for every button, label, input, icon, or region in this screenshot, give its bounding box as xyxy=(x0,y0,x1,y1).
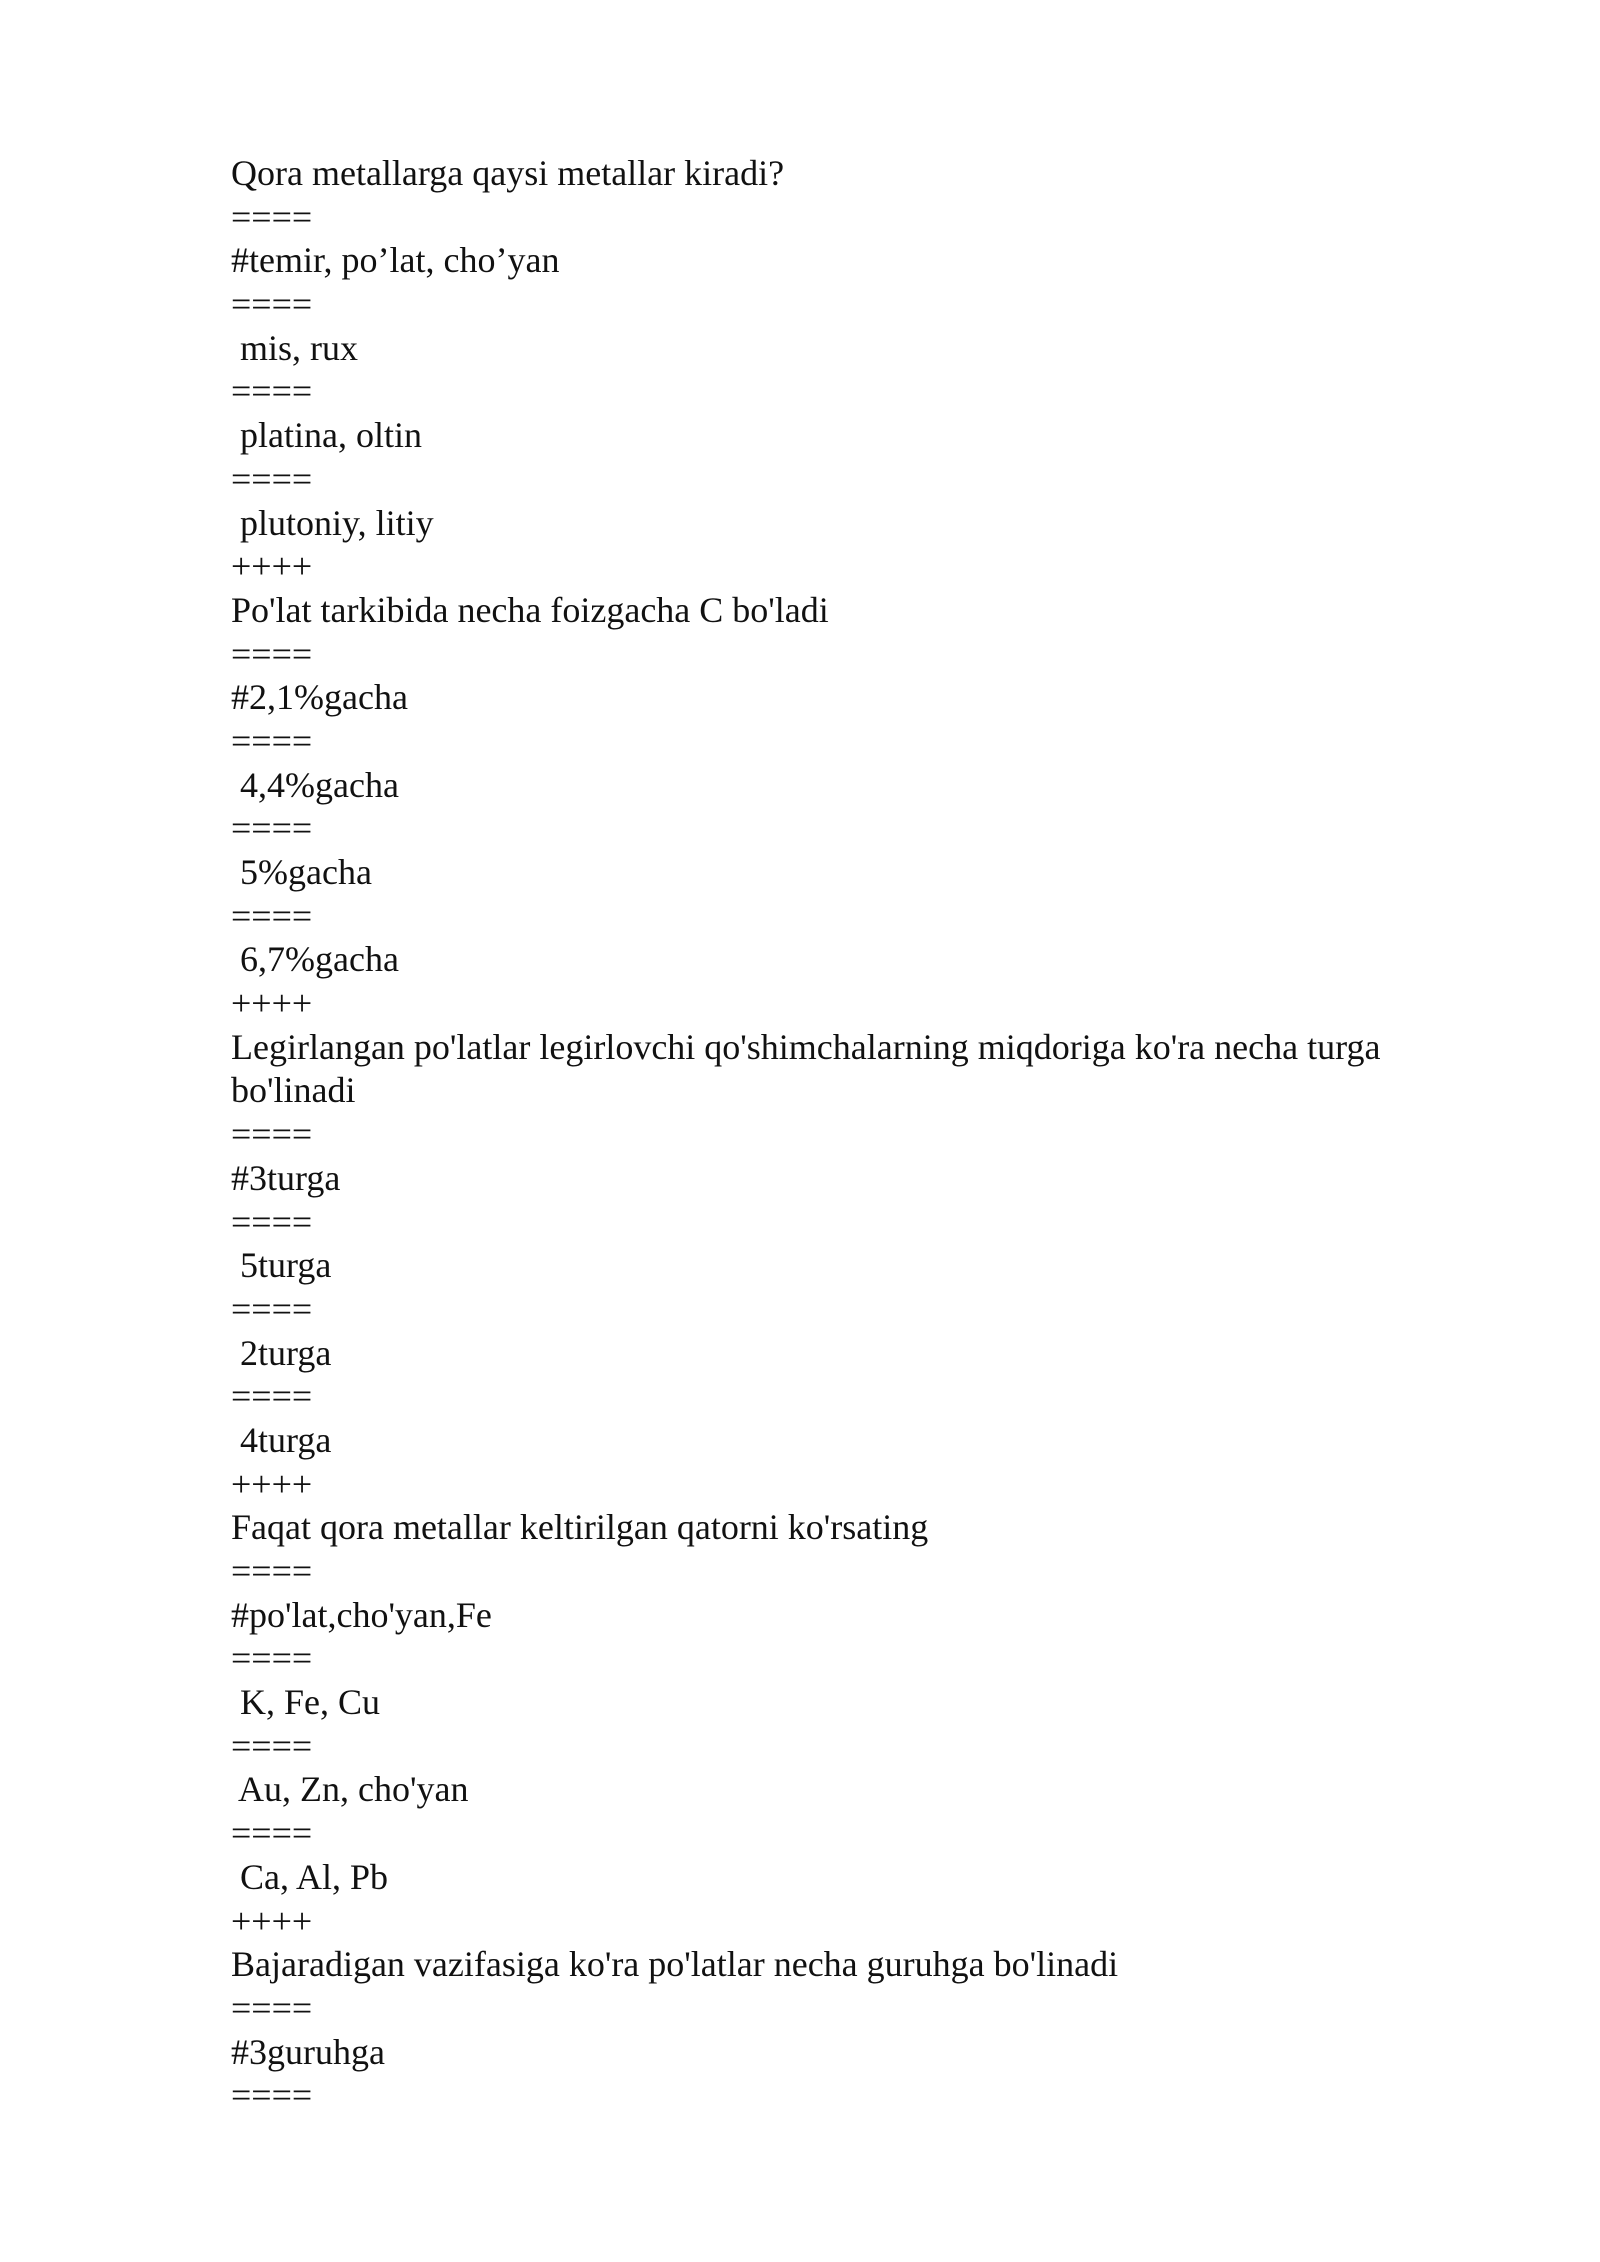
question-divider: ++++ xyxy=(231,983,313,1024)
answer-option: Au, Zn, cho'yan xyxy=(231,1769,469,1810)
answer-option: 4turga xyxy=(231,1419,332,1460)
question-divider: ++++ xyxy=(231,546,313,587)
answer-option: 4,4%gacha xyxy=(231,764,399,805)
separator: ==== xyxy=(231,196,313,237)
document-body xyxy=(231,152,1461,2118)
separator: ==== xyxy=(231,895,313,936)
answer-option: Ca, Al, Pb xyxy=(231,1856,389,1897)
question-2-text: Po'lat tarkibida necha foizgacha C bo'ladi xyxy=(231,589,829,630)
answer-option: platina, oltin xyxy=(231,415,422,456)
separator: ==== xyxy=(231,1201,313,1242)
correct-answer: #2,1%gacha xyxy=(231,677,408,718)
question-divider: ++++ xyxy=(231,1900,313,1941)
separator: ==== xyxy=(231,1376,313,1417)
separator: ==== xyxy=(231,1114,313,1155)
separator: ==== xyxy=(231,458,313,499)
question-5-text: Bajaradigan vazifasiga ko'ra po'latlar necha guruhga bo'linadi xyxy=(231,1944,1119,1985)
answer-option: K, Fe, Cu xyxy=(231,1682,381,1723)
question-4-text: Faqat qora metallar keltirilgan qatorni ko'rsating xyxy=(231,1507,929,1548)
separator: ==== xyxy=(231,371,313,412)
separator: ==== xyxy=(231,1288,313,1329)
separator: ==== xyxy=(231,808,313,849)
correct-answer: #temir, po’lat, cho’yan xyxy=(231,240,560,281)
correct-answer: #po'lat,cho'yan,Fe xyxy=(231,1594,492,1635)
answer-option: mis, rux xyxy=(231,327,359,368)
question-3-text-continued: bo'linadi xyxy=(231,1070,356,1111)
correct-answer: #3guruhga xyxy=(231,2031,385,2072)
separator: ==== xyxy=(231,633,313,674)
question-divider: ++++ xyxy=(231,1463,313,1504)
correct-answer: #3turga xyxy=(231,1157,341,1198)
separator: ==== xyxy=(231,1638,313,1679)
separator: ==== xyxy=(231,1987,313,2028)
separator: ==== xyxy=(231,2075,313,2116)
answer-option: 5turga xyxy=(231,1245,332,1286)
question-1-text: Qora metallarga qaysi metallar kiradi? xyxy=(231,153,785,193)
separator: ==== xyxy=(231,1725,313,1766)
answer-option: 6,7%gacha xyxy=(231,939,399,980)
separator: ==== xyxy=(231,720,313,761)
separator: ==== xyxy=(231,1813,313,1854)
separator: ==== xyxy=(231,284,313,325)
answer-option: 2turga xyxy=(231,1332,332,1373)
answer-option: plutoniy, litiy xyxy=(231,502,434,543)
question-3-text: Legirlangan po'latlar legirlovchi qo'shimchalarning miqdoriga ko'ra necha turga xyxy=(231,1026,1381,1067)
answer-option: 5%gacha xyxy=(231,852,372,892)
separator: ==== xyxy=(231,1551,313,1591)
